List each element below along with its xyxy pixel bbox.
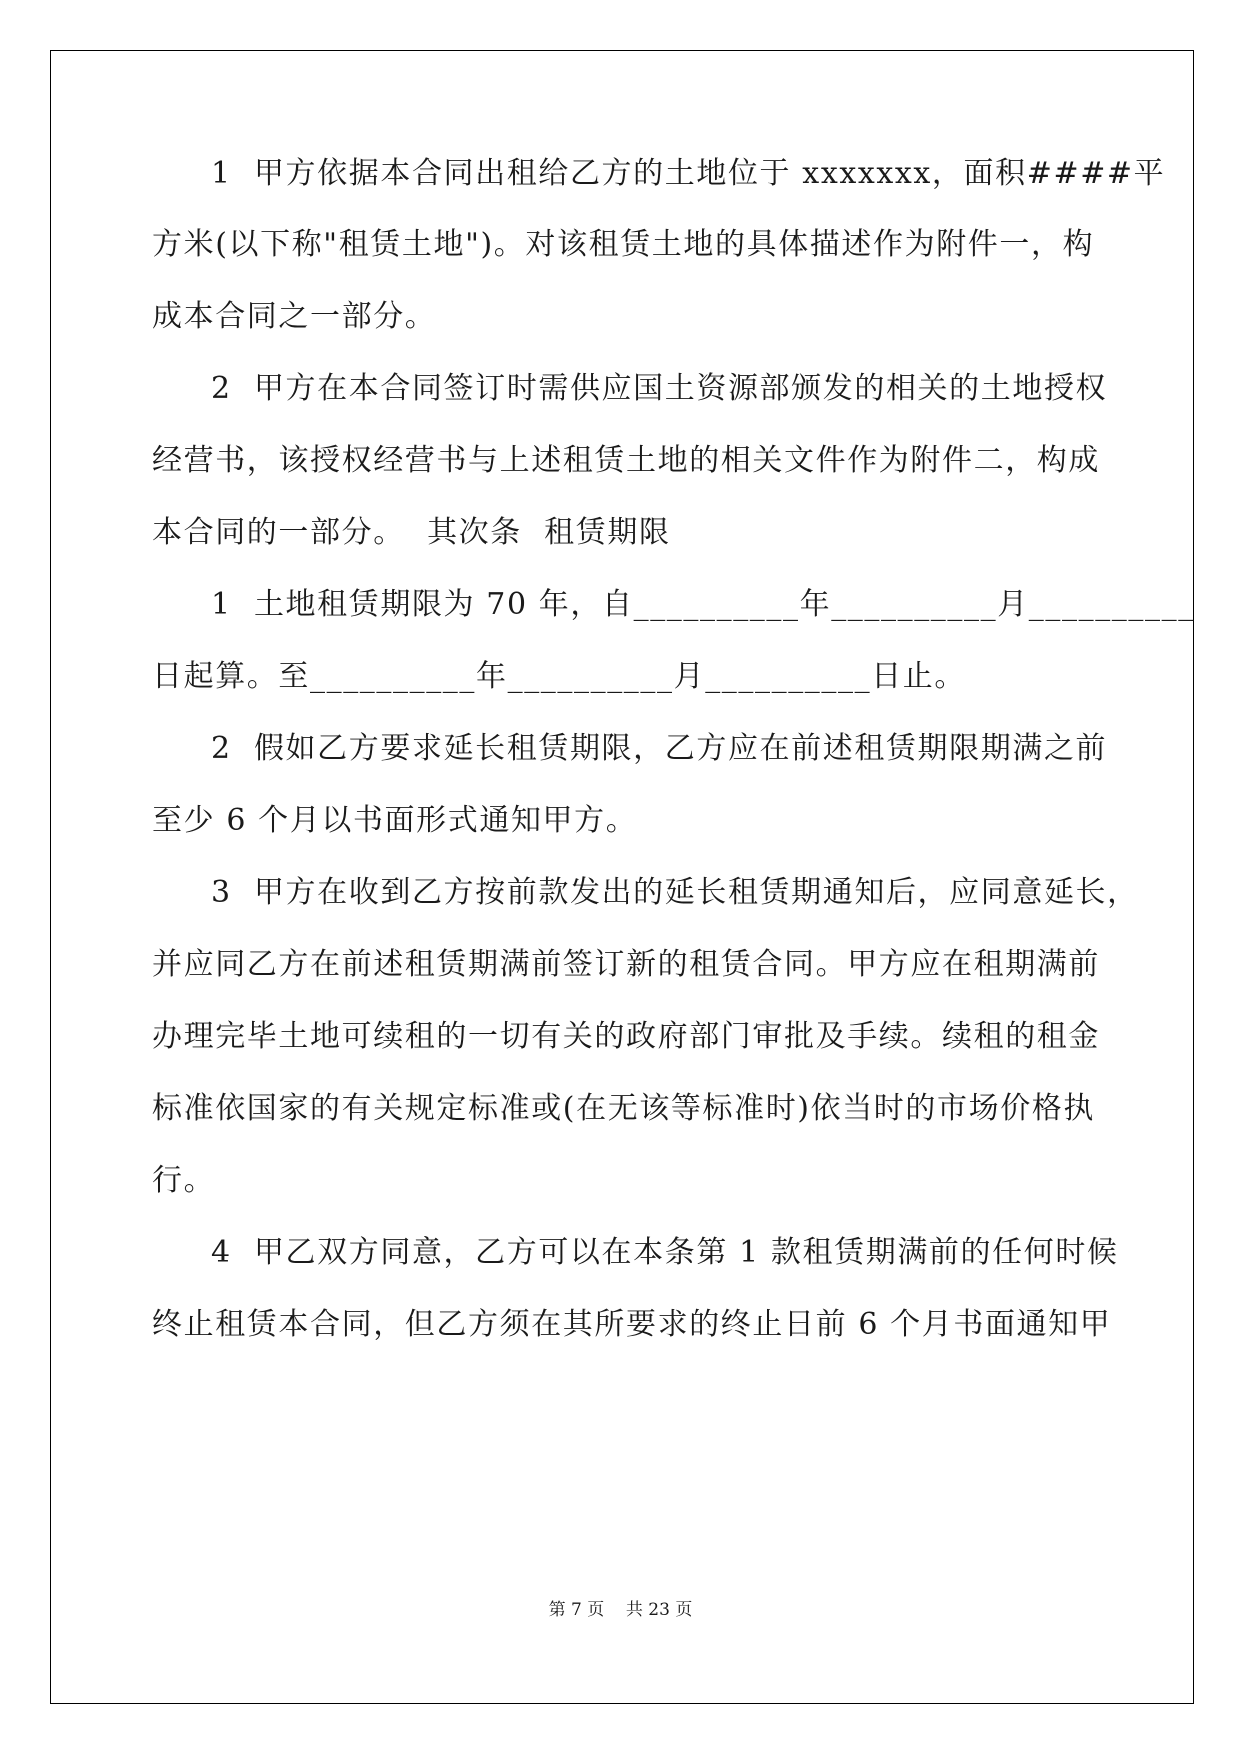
text-line: 1 甲方依据本合同出租给乙方的土地位于 xxxxxxx，面积####平 [211, 156, 1166, 191]
text-line: 3 甲方在收到乙方按前款发出的延长租赁期通知后，应同意延长， [211, 875, 1139, 910]
text-line: 至少 6 个月以书面形式通知甲方。 [152, 803, 638, 838]
text-line: 1 土地租赁期限为 70 年，自__________年__________月__________ [211, 587, 1195, 622]
text-line: 经营书，该授权经营书与上述租赁土地的相关文件作为附件二，构成 [152, 443, 1100, 478]
text-line: 终止租赁本合同，但乙方须在其所要求的终止日前 6 个月书面通知甲 [152, 1307, 1112, 1342]
text-line: 行。 [152, 1163, 216, 1198]
text-line: 本合同的一部分。 其次条 租赁期限 [152, 515, 671, 550]
text-line: 标准依国家的有关规定标准或(在无该等标准时)依当时的市场价格执 [152, 1091, 1096, 1126]
text-line: 日起算。至__________年__________月__________日止。 [152, 659, 966, 694]
text-line: 2 甲方在本合同签订时需供应国土资源部颁发的相关的土地授权 [211, 371, 1108, 406]
text-line: 4 甲乙双方同意，乙方可以在本条第 1 款租赁期满前的任何时候 [211, 1235, 1119, 1270]
text-line: 2 假如乙方要求延长租赁期限，乙方应在前述租赁期限期满之前 [211, 731, 1108, 766]
text-line: 办理完毕土地可续租的一切有关的政府部门审批及手续。续租的租金 [152, 1019, 1100, 1054]
page-number-footer: 第 7 页 共 23 页 [548, 1600, 693, 1620]
text-line: 方米(以下称"租赁土地")。对该租赁土地的具体描述作为附件一，构 [152, 227, 1095, 262]
text-line: 成本合同之一部分。 [152, 299, 437, 334]
text-line: 并应同乙方在前述租赁期满前签订新的租赁合同。甲方应在租期满前 [152, 947, 1100, 982]
